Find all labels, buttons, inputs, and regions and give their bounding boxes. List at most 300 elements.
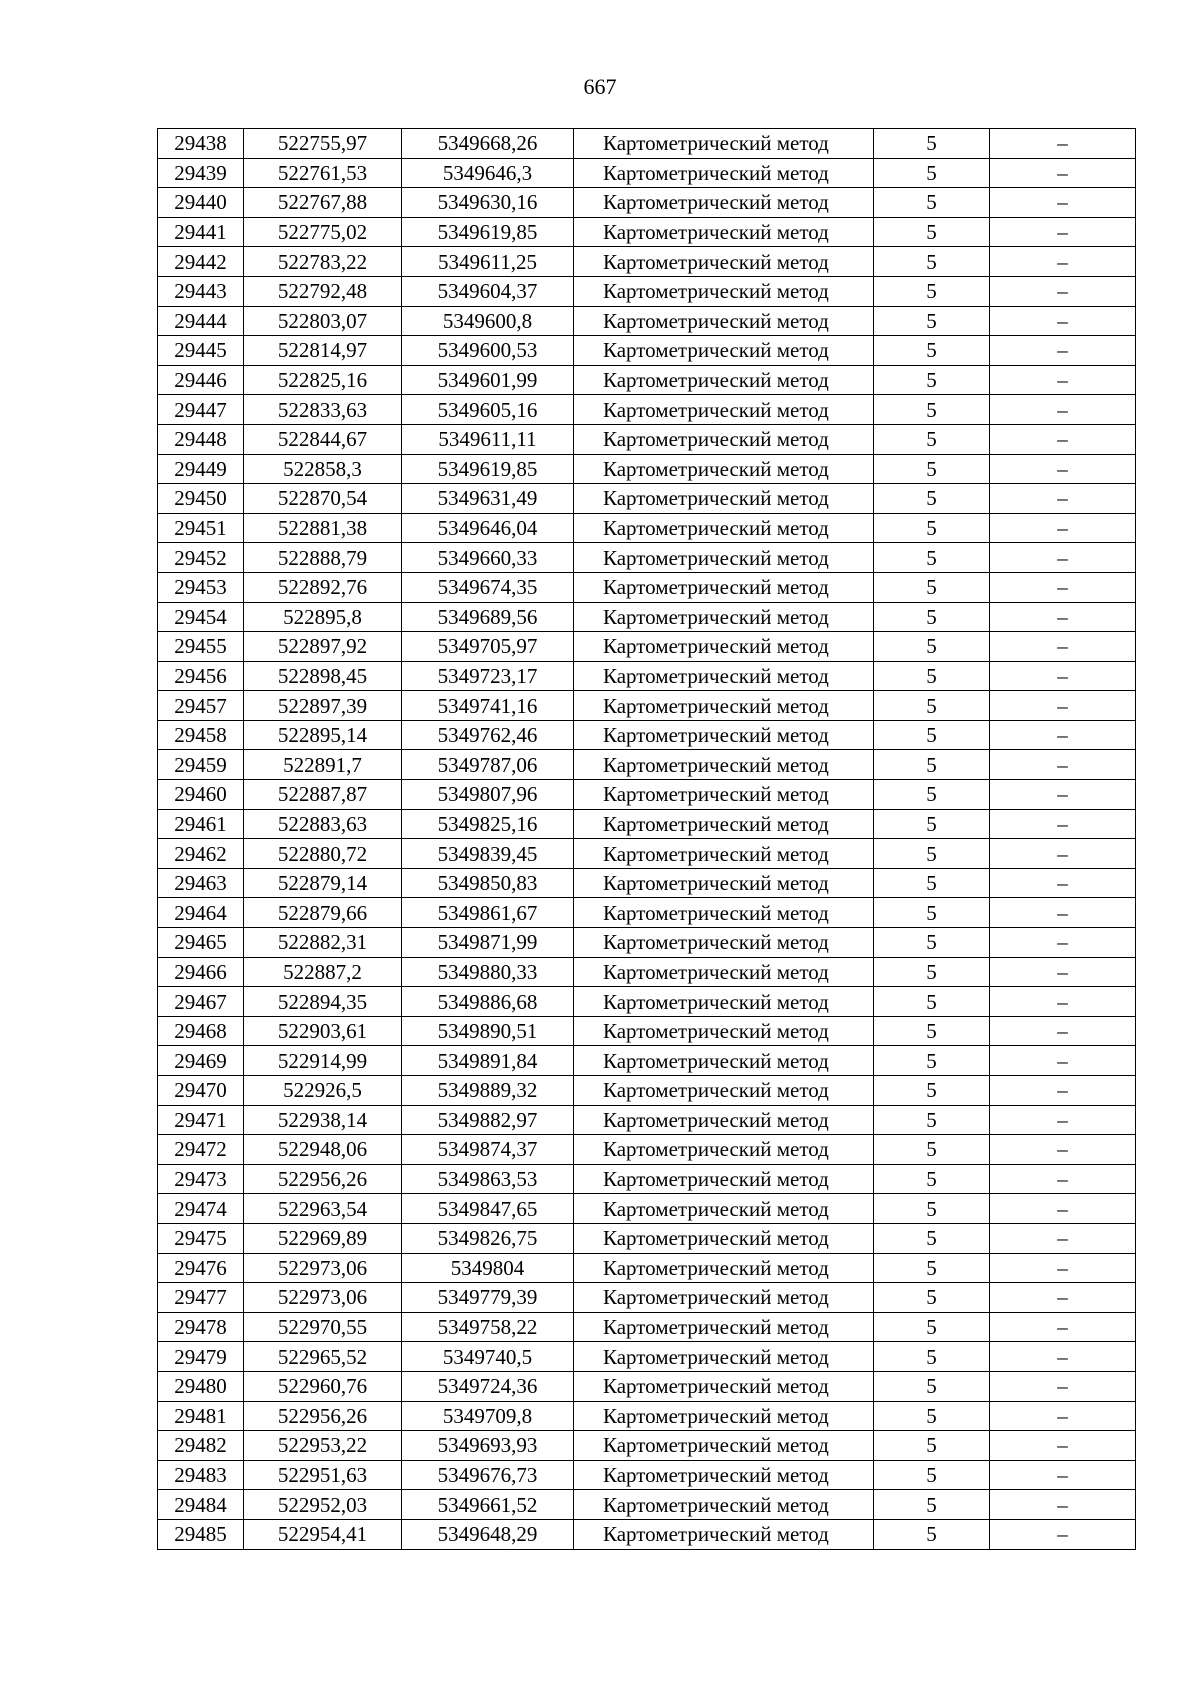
point-number-cell: 29443 [158,276,244,306]
accuracy-cell: 5 [874,1223,990,1253]
x-coordinate-cell: 522870,54 [244,484,402,514]
method-cell: Картометрический метод [574,1283,874,1313]
description-cell: – [990,809,1136,839]
description-cell: – [990,1460,1136,1490]
table-row [158,1312,1136,1342]
point-number-cell: 29474 [158,1194,244,1224]
table-row [158,809,1136,839]
method-cell: Картометрический метод [574,928,874,958]
description-cell: – [990,957,1136,987]
y-coordinate-cell: 5349674,35 [402,572,574,602]
description-cell: – [990,780,1136,810]
table-row [158,957,1136,987]
x-coordinate-cell: 522954,41 [244,1519,402,1549]
description-cell: – [990,424,1136,454]
accuracy-cell: 5 [874,750,990,780]
accuracy-cell: 5 [874,306,990,336]
y-coordinate-cell: 5349891,84 [402,1046,574,1076]
table-row [158,572,1136,602]
y-coordinate-cell: 5349693,93 [402,1431,574,1461]
y-coordinate-cell: 5349850,83 [402,868,574,898]
accuracy-cell: 5 [874,839,990,869]
table-row [158,898,1136,928]
method-cell: Картометрический метод [574,1194,874,1224]
table-row [158,750,1136,780]
point-number-cell: 29452 [158,543,244,573]
x-coordinate-cell: 522895,8 [244,602,402,632]
x-coordinate-cell: 522956,26 [244,1401,402,1431]
point-number-cell: 29438 [158,129,244,159]
coordinates-table [157,128,1136,1550]
description-cell: – [990,454,1136,484]
x-coordinate-cell: 522953,22 [244,1431,402,1461]
method-cell: Картометрический метод [574,1135,874,1165]
table-row [158,1460,1136,1490]
y-coordinate-cell: 5349619,85 [402,454,574,484]
x-coordinate-cell: 522775,02 [244,217,402,247]
x-coordinate-cell: 522951,63 [244,1460,402,1490]
method-cell: Картометрический метод [574,395,874,425]
y-coordinate-cell: 5349741,16 [402,691,574,721]
method-cell: Картометрический метод [574,484,874,514]
point-number-cell: 29447 [158,395,244,425]
accuracy-cell: 5 [874,1046,990,1076]
method-cell: Картометрический метод [574,1460,874,1490]
y-coordinate-cell: 5349611,11 [402,424,574,454]
y-coordinate-cell: 5349871,99 [402,928,574,958]
method-cell: Картометрический метод [574,158,874,188]
point-number-cell: 29465 [158,928,244,958]
accuracy-cell: 5 [874,365,990,395]
point-number-cell: 29476 [158,1253,244,1283]
point-number-cell: 29442 [158,247,244,277]
accuracy-cell: 5 [874,336,990,366]
accuracy-cell: 5 [874,129,990,159]
y-coordinate-cell: 5349646,04 [402,513,574,543]
table-row [158,691,1136,721]
description-cell: – [990,720,1136,750]
y-coordinate-cell: 5349648,29 [402,1519,574,1549]
table-row [158,1253,1136,1283]
description-cell: – [990,661,1136,691]
y-coordinate-cell: 5349839,45 [402,839,574,869]
accuracy-cell: 5 [874,632,990,662]
accuracy-cell: 5 [874,691,990,721]
x-coordinate-cell: 522965,52 [244,1342,402,1372]
description-cell: – [990,868,1136,898]
x-coordinate-cell: 522881,38 [244,513,402,543]
description-cell: – [990,395,1136,425]
y-coordinate-cell: 5349600,8 [402,306,574,336]
point-number-cell: 29454 [158,602,244,632]
y-coordinate-cell: 5349787,06 [402,750,574,780]
table-row [158,1490,1136,1520]
method-cell: Картометрический метод [574,572,874,602]
point-number-cell: 29451 [158,513,244,543]
x-coordinate-cell: 522887,2 [244,957,402,987]
method-cell: Картометрический метод [574,1223,874,1253]
method-cell: Картометрический метод [574,868,874,898]
table-row [158,306,1136,336]
y-coordinate-cell: 5349646,3 [402,158,574,188]
x-coordinate-cell: 522903,61 [244,1016,402,1046]
table-row [158,780,1136,810]
x-coordinate-cell: 522970,55 [244,1312,402,1342]
method-cell: Картометрический метод [574,543,874,573]
y-coordinate-cell: 5349705,97 [402,632,574,662]
x-coordinate-cell: 522938,14 [244,1105,402,1135]
x-coordinate-cell: 522767,88 [244,188,402,218]
method-cell: Картометрический метод [574,1312,874,1342]
table-row [158,1431,1136,1461]
point-number-cell: 29463 [158,868,244,898]
table-row [158,928,1136,958]
method-cell: Картометрический метод [574,780,874,810]
description-cell: – [990,1431,1136,1461]
point-number-cell: 29466 [158,957,244,987]
point-number-cell: 29450 [158,484,244,514]
table-row [158,1371,1136,1401]
table-row [158,543,1136,573]
method-cell: Картометрический метод [574,750,874,780]
point-number-cell: 29470 [158,1076,244,1106]
accuracy-cell: 5 [874,454,990,484]
y-coordinate-cell: 5349889,32 [402,1076,574,1106]
point-number-cell: 29461 [158,809,244,839]
method-cell: Картометрический метод [574,217,874,247]
accuracy-cell: 5 [874,898,990,928]
x-coordinate-cell: 522891,7 [244,750,402,780]
method-cell: Картометрический метод [574,898,874,928]
accuracy-cell: 5 [874,720,990,750]
y-coordinate-cell: 5349847,65 [402,1194,574,1224]
description-cell: – [990,247,1136,277]
description-cell: – [990,839,1136,869]
accuracy-cell: 5 [874,1253,990,1283]
table-row [158,1401,1136,1431]
table-row [158,661,1136,691]
description-cell: – [990,217,1136,247]
method-cell: Картометрический метод [574,129,874,159]
method-cell: Картометрический метод [574,1046,874,1076]
method-cell: Картометрический метод [574,1342,874,1372]
y-coordinate-cell: 5349689,56 [402,602,574,632]
method-cell: Картометрический метод [574,247,874,277]
point-number-cell: 29445 [158,336,244,366]
point-number-cell: 29440 [158,188,244,218]
y-coordinate-cell: 5349676,73 [402,1460,574,1490]
x-coordinate-cell: 522883,63 [244,809,402,839]
x-coordinate-cell: 522814,97 [244,336,402,366]
table-row [158,839,1136,869]
accuracy-cell: 5 [874,1076,990,1106]
x-coordinate-cell: 522833,63 [244,395,402,425]
x-coordinate-cell: 522858,3 [244,454,402,484]
x-coordinate-cell: 522880,72 [244,839,402,869]
table-row [158,1105,1136,1135]
point-number-cell: 29485 [158,1519,244,1549]
table-row [158,632,1136,662]
x-coordinate-cell: 522973,06 [244,1253,402,1283]
description-cell: – [990,1371,1136,1401]
y-coordinate-cell: 5349709,8 [402,1401,574,1431]
accuracy-cell: 5 [874,217,990,247]
y-coordinate-cell: 5349762,46 [402,720,574,750]
accuracy-cell: 5 [874,928,990,958]
method-cell: Картометрический метод [574,1519,874,1549]
method-cell: Картометрический метод [574,1253,874,1283]
accuracy-cell: 5 [874,809,990,839]
y-coordinate-cell: 5349660,33 [402,543,574,573]
description-cell: – [990,1076,1136,1106]
accuracy-cell: 5 [874,543,990,573]
accuracy-cell: 5 [874,957,990,987]
description-cell: – [990,158,1136,188]
description-cell: – [990,1223,1136,1253]
point-number-cell: 29469 [158,1046,244,1076]
method-cell: Картометрический метод [574,1401,874,1431]
point-number-cell: 29484 [158,1490,244,1520]
table-row [158,217,1136,247]
accuracy-cell: 5 [874,1164,990,1194]
method-cell: Картометрический метод [574,1431,874,1461]
description-cell: – [990,1016,1136,1046]
method-cell: Картометрический метод [574,454,874,484]
accuracy-cell: 5 [874,572,990,602]
x-coordinate-cell: 522926,5 [244,1076,402,1106]
y-coordinate-cell: 5349882,97 [402,1105,574,1135]
x-coordinate-cell: 522755,97 [244,129,402,159]
x-coordinate-cell: 522879,14 [244,868,402,898]
method-cell: Картометрический метод [574,513,874,543]
description-cell: – [990,306,1136,336]
point-number-cell: 29475 [158,1223,244,1253]
y-coordinate-cell: 5349758,22 [402,1312,574,1342]
point-number-cell: 29479 [158,1342,244,1372]
point-number-cell: 29460 [158,780,244,810]
description-cell: – [990,1283,1136,1313]
table-row [158,1283,1136,1313]
description-cell: – [990,276,1136,306]
accuracy-cell: 5 [874,1194,990,1224]
table-row [158,1223,1136,1253]
description-cell: – [990,336,1136,366]
description-cell: – [990,188,1136,218]
y-coordinate-cell: 5349807,96 [402,780,574,810]
y-coordinate-cell: 5349740,5 [402,1342,574,1372]
point-number-cell: 29459 [158,750,244,780]
accuracy-cell: 5 [874,247,990,277]
y-coordinate-cell: 5349661,52 [402,1490,574,1520]
accuracy-cell: 5 [874,1016,990,1046]
x-coordinate-cell: 522956,26 [244,1164,402,1194]
method-cell: Картометрический метод [574,839,874,869]
method-cell: Картометрический метод [574,1490,874,1520]
point-number-cell: 29455 [158,632,244,662]
table-row [158,454,1136,484]
method-cell: Картометрический метод [574,1016,874,1046]
table-row [158,484,1136,514]
x-coordinate-cell: 522897,92 [244,632,402,662]
description-cell: – [990,572,1136,602]
accuracy-cell: 5 [874,1342,990,1372]
description-cell: – [990,513,1136,543]
x-coordinate-cell: 522895,14 [244,720,402,750]
accuracy-cell: 5 [874,602,990,632]
accuracy-cell: 5 [874,987,990,1017]
point-number-cell: 29457 [158,691,244,721]
table-row [158,1342,1136,1372]
description-cell: – [990,987,1136,1017]
method-cell: Картометрический метод [574,809,874,839]
point-number-cell: 29456 [158,661,244,691]
accuracy-cell: 5 [874,1431,990,1461]
y-coordinate-cell: 5349826,75 [402,1223,574,1253]
y-coordinate-cell: 5349604,37 [402,276,574,306]
description-cell: – [990,632,1136,662]
method-cell: Картометрический метод [574,424,874,454]
y-coordinate-cell: 5349631,49 [402,484,574,514]
x-coordinate-cell: 522892,76 [244,572,402,602]
x-coordinate-cell: 522844,67 [244,424,402,454]
description-cell: – [990,898,1136,928]
description-cell: – [990,1135,1136,1165]
accuracy-cell: 5 [874,1401,990,1431]
accuracy-cell: 5 [874,1490,990,1520]
table-body [158,129,1136,1550]
description-cell: – [990,365,1136,395]
point-number-cell: 29439 [158,158,244,188]
point-number-cell: 29468 [158,1016,244,1046]
method-cell: Картометрический метод [574,1076,874,1106]
description-cell: – [990,928,1136,958]
y-coordinate-cell: 5349825,16 [402,809,574,839]
method-cell: Картометрический метод [574,691,874,721]
y-coordinate-cell: 5349723,17 [402,661,574,691]
accuracy-cell: 5 [874,1519,990,1549]
accuracy-cell: 5 [874,780,990,810]
method-cell: Картометрический метод [574,661,874,691]
table-row [158,336,1136,366]
description-cell: – [990,543,1136,573]
description-cell: – [990,1194,1136,1224]
point-number-cell: 29441 [158,217,244,247]
point-number-cell: 29467 [158,987,244,1017]
point-number-cell: 29453 [158,572,244,602]
y-coordinate-cell: 5349611,25 [402,247,574,277]
accuracy-cell: 5 [874,1283,990,1313]
table-row [158,395,1136,425]
point-number-cell: 29478 [158,1312,244,1342]
accuracy-cell: 5 [874,158,990,188]
description-cell: – [990,1164,1136,1194]
table-row [158,129,1136,159]
description-cell: – [990,602,1136,632]
table-row [158,1164,1136,1194]
x-coordinate-cell: 522761,53 [244,158,402,188]
x-coordinate-cell: 522894,35 [244,987,402,1017]
method-cell: Картометрический метод [574,1164,874,1194]
method-cell: Картометрический метод [574,957,874,987]
accuracy-cell: 5 [874,1135,990,1165]
accuracy-cell: 5 [874,276,990,306]
table-row [158,1016,1136,1046]
table-row [158,602,1136,632]
point-number-cell: 29449 [158,454,244,484]
description-cell: – [990,484,1136,514]
y-coordinate-cell: 5349600,53 [402,336,574,366]
method-cell: Картометрический метод [574,987,874,1017]
accuracy-cell: 5 [874,424,990,454]
description-cell: – [990,1253,1136,1283]
point-number-cell: 29483 [158,1460,244,1490]
table-row [158,1135,1136,1165]
table-row [158,1194,1136,1224]
point-number-cell: 29446 [158,365,244,395]
y-coordinate-cell: 5349601,99 [402,365,574,395]
accuracy-cell: 5 [874,1371,990,1401]
table-row [158,188,1136,218]
point-number-cell: 29481 [158,1401,244,1431]
accuracy-cell: 5 [874,1105,990,1135]
method-cell: Картометрический метод [574,365,874,395]
description-cell: – [990,691,1136,721]
description-cell: – [990,1105,1136,1135]
x-coordinate-cell: 522963,54 [244,1194,402,1224]
method-cell: Картометрический метод [574,188,874,218]
x-coordinate-cell: 522948,06 [244,1135,402,1165]
method-cell: Картометрический метод [574,336,874,366]
y-coordinate-cell: 5349886,68 [402,987,574,1017]
accuracy-cell: 5 [874,188,990,218]
y-coordinate-cell: 5349630,16 [402,188,574,218]
y-coordinate-cell: 5349724,36 [402,1371,574,1401]
x-coordinate-cell: 522825,16 [244,365,402,395]
point-number-cell: 29462 [158,839,244,869]
x-coordinate-cell: 522879,66 [244,898,402,928]
table-row [158,1076,1136,1106]
x-coordinate-cell: 522803,07 [244,306,402,336]
table-row [158,868,1136,898]
y-coordinate-cell: 5349874,37 [402,1135,574,1165]
point-number-cell: 29471 [158,1105,244,1135]
y-coordinate-cell: 5349619,85 [402,217,574,247]
method-cell: Картометрический метод [574,632,874,662]
x-coordinate-cell: 522973,06 [244,1283,402,1313]
method-cell: Картометрический метод [574,276,874,306]
x-coordinate-cell: 522897,39 [244,691,402,721]
table-row [158,987,1136,1017]
y-coordinate-cell: 5349668,26 [402,129,574,159]
table-row [158,365,1136,395]
y-coordinate-cell: 5349863,53 [402,1164,574,1194]
page-number: 667 [583,74,617,99]
x-coordinate-cell: 522898,45 [244,661,402,691]
x-coordinate-cell: 522792,48 [244,276,402,306]
description-cell: – [990,129,1136,159]
method-cell: Картометрический метод [574,1371,874,1401]
y-coordinate-cell: 5349890,51 [402,1016,574,1046]
accuracy-cell: 5 [874,1312,990,1342]
table-row [158,247,1136,277]
y-coordinate-cell: 5349804 [402,1253,574,1283]
point-number-cell: 29477 [158,1283,244,1313]
method-cell: Картометрический метод [574,1105,874,1135]
description-cell: – [990,1046,1136,1076]
point-number-cell: 29458 [158,720,244,750]
x-coordinate-cell: 522952,03 [244,1490,402,1520]
point-number-cell: 29444 [158,306,244,336]
